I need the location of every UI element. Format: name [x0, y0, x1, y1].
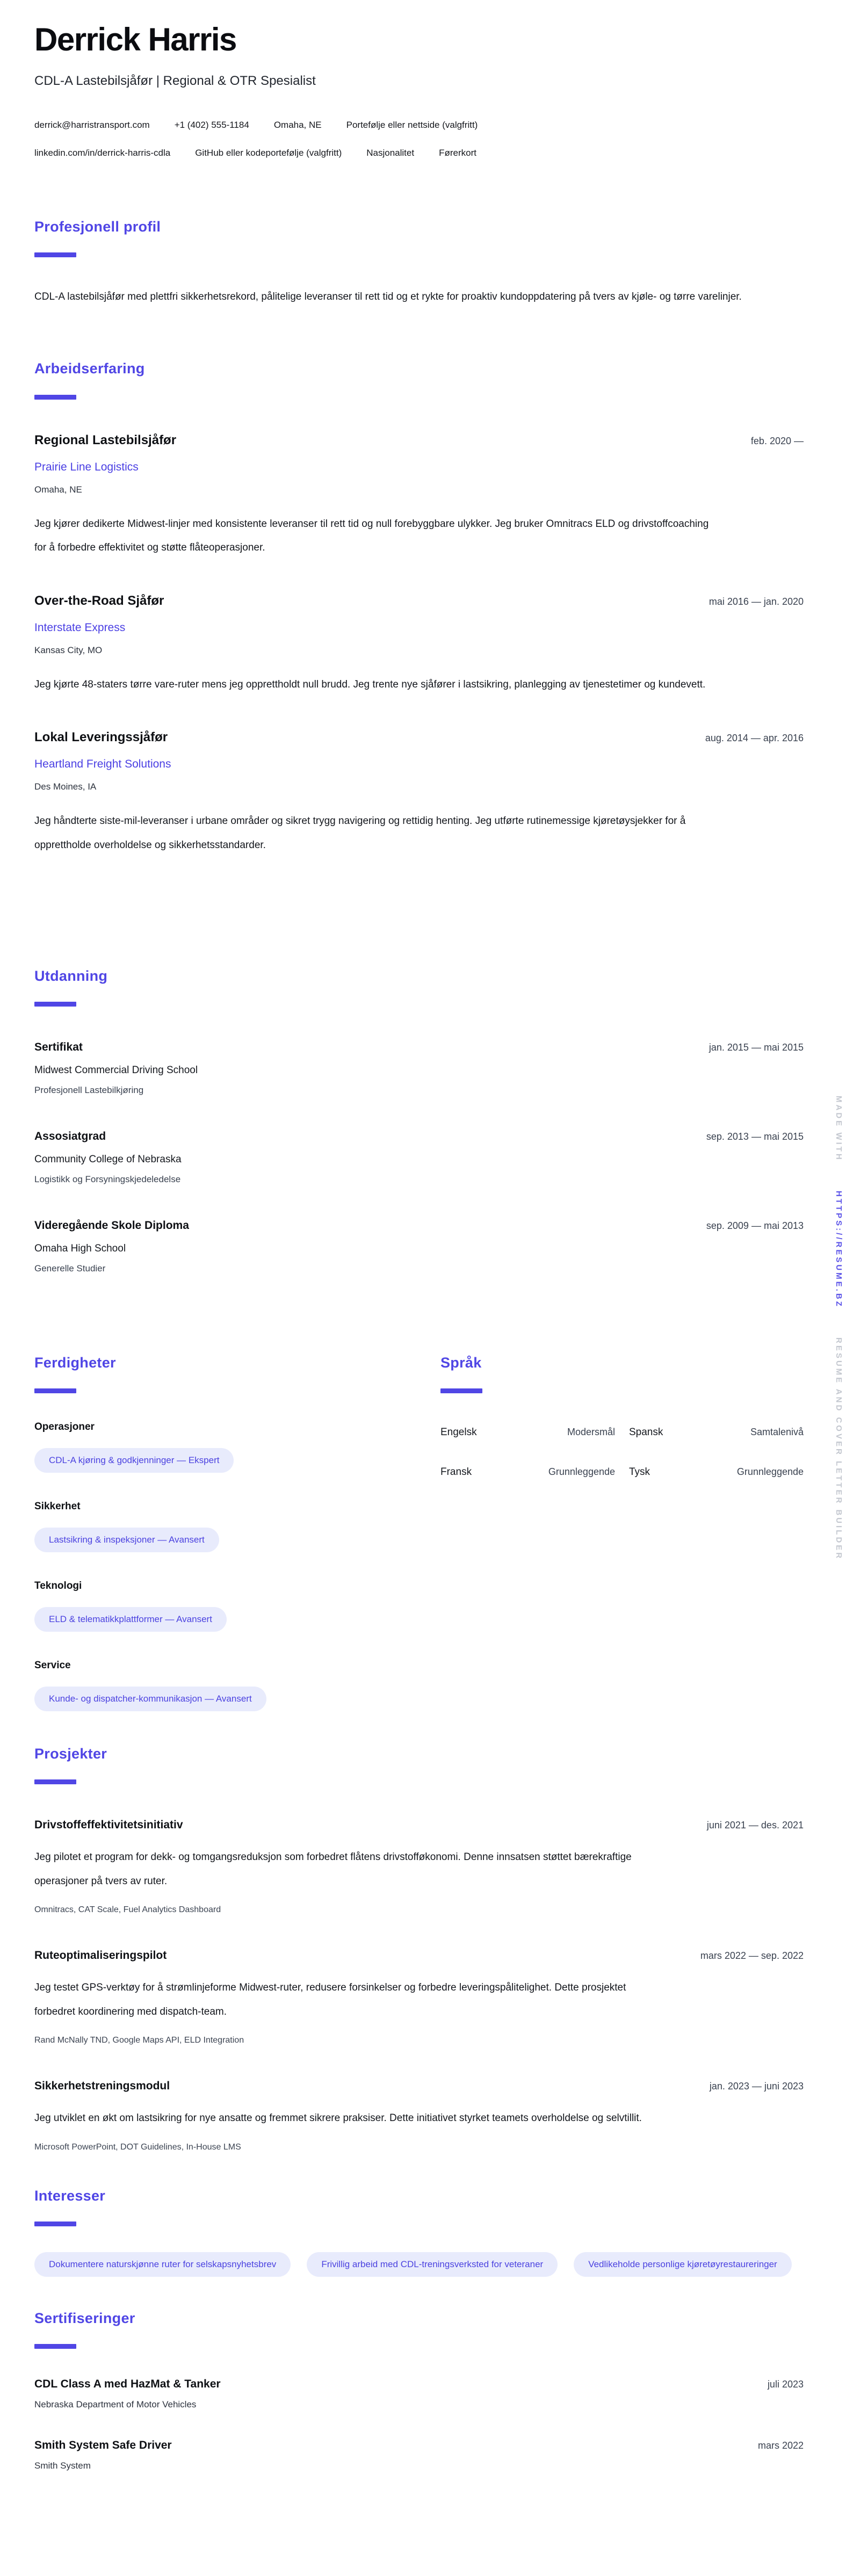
person-title: CDL-A Lastebilsjåfør | Regional & OTR Spesialist: [34, 73, 316, 88]
contact-row-2: [34, 148, 804, 158]
heading-underline-bar: [34, 395, 76, 400]
section-certifications: [34, 2310, 804, 2471]
job-dates: mai 2016 — jan. 2020: [709, 596, 804, 607]
education-degree: Sertifikat: [34, 1040, 83, 1053]
language-level: Samtalenivå: [750, 1426, 804, 1437]
section-projects: [34, 1746, 804, 2152]
skill-group-label: Service: [34, 1659, 71, 1671]
project-title: Sikkerhetstreningsmodul: [34, 2080, 170, 2093]
job-entry: [34, 433, 804, 560]
languages-grid: [440, 1427, 804, 1478]
language-name: Tysk: [629, 1466, 650, 1478]
job-description: Jeg kjørte 48-staters tørre vare-ruter mens jeg opprettholdt null brudd. Jeg trente nye sjåfører i lastsikring, planlegging av tjenestetimer og kundevett.: [34, 678, 706, 690]
education-field: Generelle Studier: [34, 1263, 106, 1273]
heading-underline-bar: [34, 2222, 76, 2226]
interest-pill: Dokumentere naturskjønne ruter for selskapsnyhetsbrev: [34, 2252, 291, 2277]
language-name: Fransk: [440, 1466, 472, 1478]
heading-underline-bar: [34, 2344, 76, 2349]
project-tools: Microsoft PowerPoint, DOT Guidelines, In-House LMS: [34, 2143, 241, 2152]
skill-pill: CDL-A kjøring & godkjenninger — Ekspert: [34, 1448, 234, 1473]
language-level: Grunnleggende: [736, 1466, 804, 1477]
skill-group: [34, 1421, 440, 1473]
certification-issuer: Smith System: [34, 2461, 91, 2471]
education-degree: Assosiatgrad: [34, 1130, 106, 1142]
education-school: Community College of Nebraska: [34, 1153, 182, 1165]
project-title: Ruteoptimaliseringspilot: [34, 1949, 167, 1962]
certification-entry: [34, 2439, 804, 2471]
phone-link[interactable]: +1 (402) 555-1184: [174, 119, 249, 130]
project-description: Jeg pilotet et program for dekk- og tomgangsreduksjon som forbedret flåtens drivstofføkonomi. Denne innsatsen støttet bærekraftige operasjoner på tvers av ruter.: [34, 1851, 632, 1887]
skill-group: [34, 1580, 440, 1632]
job-entry: [34, 594, 804, 697]
project-dates: juni 2021 — des. 2021: [706, 1819, 804, 1830]
github-link[interactable]: GitHub eller kodeportefølje (valgfritt): [195, 147, 342, 158]
job-title: Over-the-Road Sjåfør: [34, 593, 164, 608]
language-item: [629, 1466, 804, 1478]
education-school: Midwest Commercial Driving School: [34, 1064, 198, 1076]
job-location: Kansas City, MO: [34, 645, 103, 655]
experience-heading: Arbeidserfaring: [34, 360, 145, 377]
profile-heading: Profesjonell profil: [34, 218, 161, 235]
language-item: [629, 1427, 804, 1438]
heading-underline-bar: [34, 1779, 76, 1784]
interest-pills: [34, 2252, 797, 2277]
certification-entry: [34, 2378, 804, 2410]
person-name: Derrick Harris: [34, 21, 236, 57]
heading-underline-bar: [34, 1002, 76, 1007]
project-tools: Omnitracs, CAT Scale, Fuel Analytics Dashboard: [34, 1905, 221, 1915]
email-link[interactable]: derrick@harristransport.com: [34, 119, 150, 130]
education-dates: jan. 2015 — mai 2015: [709, 1041, 804, 1053]
language-name: Engelsk: [440, 1426, 477, 1438]
watermark-tagline-text: RESUME AND COVER LETTER BUILDER: [834, 1337, 843, 1560]
project-entry: [34, 1819, 804, 1915]
education-dates: sep. 2013 — mai 2015: [706, 1131, 804, 1142]
education-heading: Utdanning: [34, 967, 108, 984]
section-experience: [34, 360, 804, 857]
watermark-sidebar: [834, 1096, 843, 1560]
certification-date: mars 2022: [757, 2440, 804, 2451]
job-title: Lokal Leveringssjåfør: [34, 730, 168, 745]
certification-issuer: Nebraska Department of Motor Vehicles: [34, 2399, 197, 2410]
skill-group: [34, 1501, 440, 1552]
project-dates: jan. 2023 — juni 2023: [709, 2081, 804, 2092]
job-dates: feb. 2020 —: [750, 435, 804, 446]
education-degree: Videregående Skole Diploma: [34, 1219, 189, 1232]
job-location: Omaha, NE: [34, 484, 82, 495]
language-item: [440, 1466, 615, 1478]
profile-text: CDL-A lastebilsjåfør med plettfri sikkerhetsrekord, pålitelige leveranser til rett tid og et rykte for proaktiv kundoppdatering på tvers av kjøle- og tørre varelinjer.: [34, 291, 742, 302]
heading-underline-bar: [440, 1388, 482, 1393]
resume-header: [34, 23, 804, 158]
job-description: Jeg kjører dedikerte Midwest-linjer med konsistente leveranser til rett tid og null forebyggbare ulykker. Jeg bruker Omnitracs ELD og drivstoffcoaching for å forbedre effektivitet og støtte flåteoperasjoner.: [34, 518, 709, 554]
skill-pill: Lastsikring & inspeksjoner — Avansert: [34, 1528, 219, 1552]
education-entry: [34, 1130, 804, 1185]
skills-heading: Ferdigheter: [34, 1354, 116, 1371]
job-location: Des Moines, IA: [34, 782, 97, 792]
contact-row-1: [34, 120, 804, 131]
linkedin-link[interactable]: linkedin.com/in/derrick-harris-cdla: [34, 147, 171, 158]
watermark-resume-bz-link[interactable]: HTTPS://RESUME.BZ: [834, 1190, 843, 1308]
project-description: Jeg utviklet en økt om lastsikring for nye ansatte og fremmet sikrere praksiser. Dette initiativet styrket teamets overholdelse og selvtillit.: [34, 2112, 642, 2124]
project-entry: [34, 2080, 804, 2152]
skills-column: [34, 1355, 440, 1711]
certification-name: Smith System Safe Driver: [34, 2439, 172, 2452]
language-level: Modersmål: [567, 1426, 615, 1437]
education-field: Logistikk og Forsyningskjedeledelse: [34, 1174, 181, 1184]
skill-group-label: Operasjoner: [34, 1421, 95, 1432]
education-field: Profesjonell Lastebilkjøring: [34, 1084, 144, 1095]
certifications-heading: Sertifiseringer: [34, 2310, 135, 2327]
portfolio-link[interactable]: Portefølje eller nettside (valgfritt): [346, 119, 478, 130]
language-item: [440, 1427, 615, 1438]
language-name: Spansk: [629, 1426, 663, 1438]
company-link[interactable]: Interstate Express: [34, 621, 126, 634]
watermark-made-with-text: MADE WITH: [834, 1096, 843, 1162]
section-profile: [34, 219, 804, 309]
job-dates: aug. 2014 — apr. 2016: [705, 733, 804, 744]
company-link[interactable]: Prairie Line Logistics: [34, 460, 139, 473]
job-description: Jeg håndterte siste-mil-leveranser i urbane områder og sikret trygg navigering og rettidig henting. Jeg utførte rutinemessige kjøretøysjekker for å opprettholde overholdelse og sikkerhetsstandarder.: [34, 815, 686, 851]
nationality-text: Nasjonalitet: [366, 147, 415, 158]
interest-pill: Frivillig arbeid med CDL-treningsverksted for veteraner: [307, 2252, 558, 2277]
section-interests: [34, 2188, 804, 2277]
project-tools: Rand McNally TND, Google Maps API, ELD Integration: [34, 2036, 244, 2045]
education-entry: [34, 1041, 804, 1096]
skill-group-label: Teknologi: [34, 1580, 82, 1591]
drivers-license-text: Førerkort: [439, 147, 476, 158]
language-level: Grunnleggende: [548, 1466, 615, 1477]
location-text: Omaha, NE: [273, 119, 322, 130]
skill-group-label: Sikkerhet: [34, 1500, 81, 1512]
project-dates: mars 2022 — sep. 2022: [700, 1950, 804, 1962]
project-title: Drivstoffeffektivitetsinitiativ: [34, 1818, 183, 1831]
company-link[interactable]: Heartland Freight Solutions: [34, 758, 171, 771]
languages-heading: Språk: [440, 1354, 482, 1371]
education-dates: sep. 2009 — mai 2013: [706, 1220, 804, 1231]
education-school: Omaha High School: [34, 1242, 126, 1254]
project-entry: [34, 1949, 804, 2045]
interest-pill: Vedlikeholde personlige kjøretøyrestaureringer: [574, 2252, 792, 2277]
job-entry: [34, 730, 804, 857]
section-education: [34, 968, 804, 1274]
heading-underline-bar: [34, 1388, 76, 1393]
certification-date: juli 2023: [767, 2379, 804, 2390]
interests-heading: Interesser: [34, 2188, 106, 2204]
certification-name: CDL Class A med HazMat & Tanker: [34, 2378, 221, 2391]
job-title: Regional Lastebilsjåfør: [34, 432, 177, 447]
skill-group: [34, 1660, 440, 1711]
languages-column: [440, 1355, 804, 1711]
projects-heading: Prosjekter: [34, 1745, 107, 1762]
skill-pill: ELD & telematikkplattformer — Avansert: [34, 1607, 227, 1632]
heading-underline-bar: [34, 252, 76, 257]
section-skills-languages: [34, 1355, 804, 1711]
education-entry: [34, 1219, 804, 1274]
skill-pill: Kunde- og dispatcher-kommunikasjon — Avansert: [34, 1687, 266, 1711]
project-description: Jeg testet GPS-verktøy for å strømlinjeforme Midwest-ruter, redusere forsinkelser og forbedre leveringspålitelighet. Dette prosjektet forbedret koordinering med dispatch-team.: [34, 1982, 626, 2017]
